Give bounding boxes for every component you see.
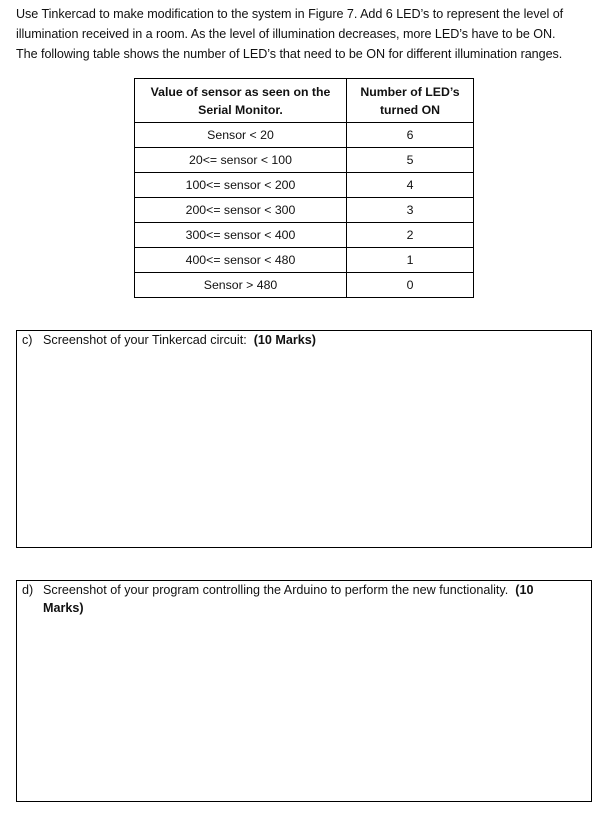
- table-row: [135, 248, 474, 273]
- sensor-range-cell: 100<= sensor < 200: [135, 173, 347, 198]
- led-count-cell: 4: [347, 173, 474, 198]
- sensor-range-cell: 200<= sensor < 300: [135, 198, 347, 223]
- instructions-line-2: illumination received in a room. As the level of illumination decreases, more LED’s have to be ON.: [16, 27, 556, 41]
- table-row: [135, 148, 474, 173]
- led-count-cell: 6: [347, 123, 474, 148]
- question-c-marks: (10 Marks): [253, 333, 317, 347]
- led-count-cell: 1: [347, 248, 474, 273]
- led-count-cell: 5: [347, 148, 474, 173]
- question-c-text: Screenshot of your Tinkercad circuit:: [43, 333, 247, 347]
- led-count-cell: 0: [347, 273, 474, 298]
- sensor-range-cell: 400<= sensor < 480: [135, 248, 347, 273]
- question-d-marks-close: Marks): [43, 601, 84, 615]
- sensor-range-cell: Sensor > 480: [135, 273, 347, 298]
- question-d-prompt: [22, 581, 577, 617]
- question-d-text: Screenshot of your program controlling the Arduino to perform the new functionality.: [43, 583, 509, 597]
- table-row: [135, 123, 474, 148]
- question-d-letter: d): [22, 583, 34, 597]
- question-c-prompt: [22, 331, 577, 349]
- table-header-row: [135, 79, 474, 123]
- instructions-paragraph: [16, 4, 602, 64]
- table-row: [135, 173, 474, 198]
- question-c-letter: c): [22, 333, 33, 347]
- sensor-range-cell: 20<= sensor < 100: [135, 148, 347, 173]
- led-count-cell: 2: [347, 223, 474, 248]
- sensor-range-cell: 300<= sensor < 400: [135, 223, 347, 248]
- table-row: [135, 198, 474, 223]
- sensor-range-cell: Sensor < 20: [135, 123, 347, 148]
- instructions-line-1: Use Tinkercad to make modification to the system in Figure 7. Add 6 LED’s to represent the level of: [16, 7, 564, 21]
- led-count-cell: 3: [347, 198, 474, 223]
- sensor-value-header: Value of sensor as seen on the Serial Monitor.: [135, 79, 347, 123]
- led-count-header: Number of LED’s turned ON: [347, 79, 474, 123]
- table-row: [135, 223, 474, 248]
- instructions-line-3: The following table shows the number of LED’s that need to be ON for different illumination ranges.: [16, 47, 563, 61]
- sensor-range-table: [134, 78, 474, 298]
- question-d-answer-box[interactable]: [16, 580, 592, 802]
- table-row: [135, 273, 474, 298]
- question-d-marks-open: (10: [515, 583, 534, 597]
- question-c-answer-box[interactable]: [16, 330, 592, 548]
